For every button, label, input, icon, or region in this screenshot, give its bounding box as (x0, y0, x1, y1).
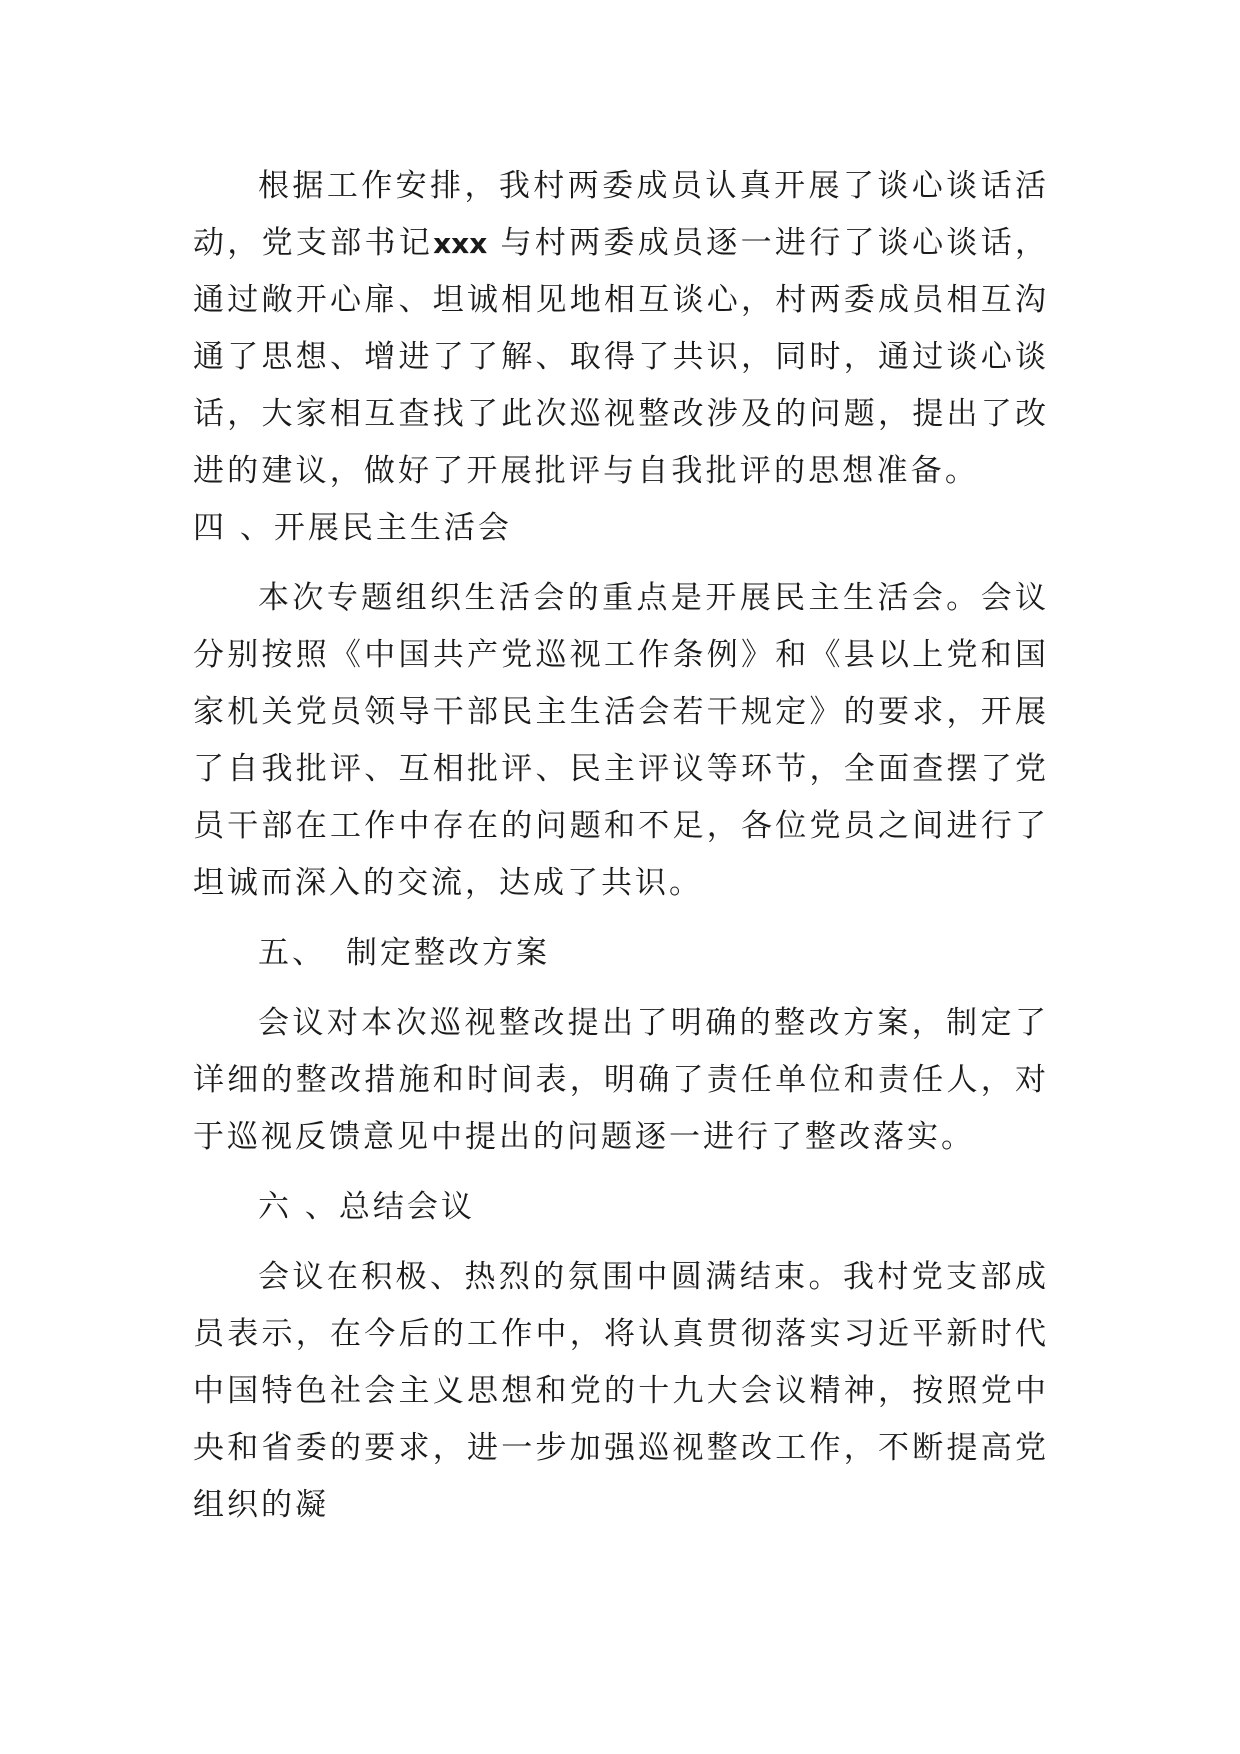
paragraph-text: 根据工作安排，我村两委成员认真开展了谈心谈话活动，党支部书记 (193, 168, 1049, 261)
paragraph-text: 与村两委成员逐一进行了谈心谈话，通过敞开心扉、坦诚相见地相互谈心，村两委成员相互沟通了思想、增进了了解、取得了共识，同时，通过谈心谈话，大家相互查找了此次巡视整改涉及的问题，提出了改进的建议，做好了开展批评与自我批评的思想准备。 (193, 225, 1050, 489)
paragraph-talk-activity (193, 158, 1049, 557)
secretary-name: xxx (433, 227, 488, 260)
document-body (193, 158, 1049, 1534)
section-title: 制定整改方案 (346, 935, 550, 971)
paragraph-conclusion: 会议在积极、热烈的氛围中圆满结束。我村党支部成员表示，在今后的工作中，将认真贯彻落实习近平新时代中国特色社会主义思想和党的十九大会议精神，按照党中央和省委的要求，进一步加强巡视整改工作，不断提高党组织的凝 (193, 1259, 1049, 1523)
paragraph-rectification-plan: 会议对本次巡视整改提出了明确的整改方案，制定了详细的整改措施和时间表，明确了责任单位和责任人，对于巡视反馈意见中提出的问题逐一进行了整改落实。 (193, 1005, 1049, 1155)
paragraph-democratic-meeting: 本次专题组织生活会的重点是开展民主生活会。会议分别按照《中国共产党巡视工作条例》和《县以上党和国家机关党员领导干部民主生活会若干规定》的要求，开展了自我批评、互相批评、民主评议等环节，全面查摆了党员干部在工作中存在的问题和不足，各位党员之间进行了坦诚而深入的交流，达成了共识。 (193, 580, 1049, 901)
section-heading-five (193, 925, 1049, 982)
inline-section-heading: 四 、开展民主生活会 (193, 510, 512, 546)
section-heading-six: 六 、总结会议 (258, 1189, 475, 1225)
section-number: 五、 (258, 935, 326, 971)
